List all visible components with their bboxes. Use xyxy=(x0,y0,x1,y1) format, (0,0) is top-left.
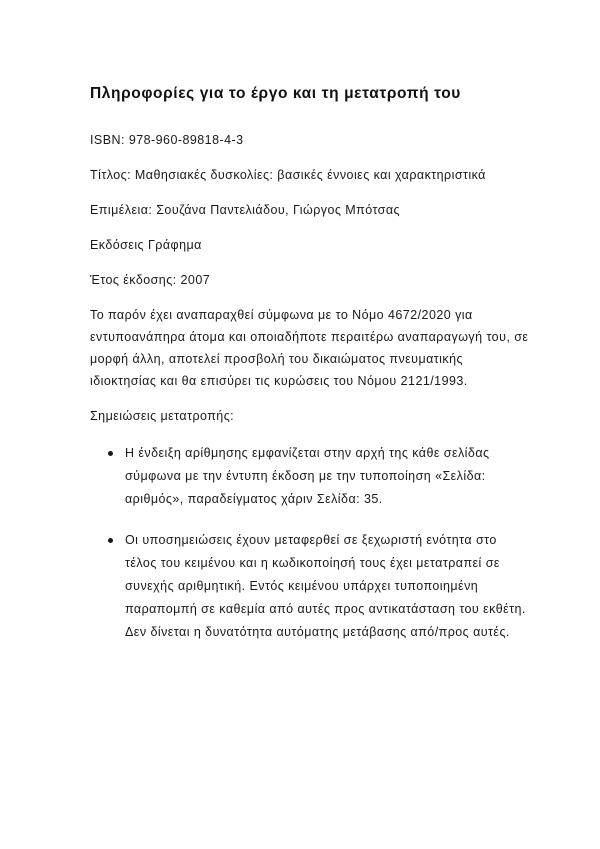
notes-list xyxy=(90,442,530,644)
document-title: Πληροφορίες για το έργο και τη μετατροπή του xyxy=(90,85,461,102)
list-item xyxy=(90,529,530,644)
year-line: Έτος έκδοσης: 2007 xyxy=(90,273,211,287)
list-item xyxy=(90,442,530,511)
book-title-line: Τίτλος: Μαθησιακές δυσκολίες: βασικές έννοιες και χαρακτηριστικά xyxy=(90,168,486,182)
isbn-line: ISBN: 978-960-89818-4-3 xyxy=(90,133,244,147)
document-page xyxy=(90,78,530,662)
bullet-icon xyxy=(108,451,113,456)
publisher-line: Εκδόσεις Γράφημα xyxy=(90,238,202,252)
notes-heading: Σημειώσεις μετατροπής: xyxy=(90,409,235,423)
list-item-text: Οι υποσημειώσεις έχουν μεταφερθεί σε ξεχωριστή ενότητα στο τέλος του κειμένου και η κωδικοποίησή τους έχει μετατραπεί σε συνεχής αριθμητική. Εντός κειμένου υπάρχει τυποποιημένη παραπομπή σε καθεμία από αυτές προς αντικατάσταση του εκθέτη. Δεν δίνεται η δυνατότητα αυτόματης μετάβασης από/προς αυτές. xyxy=(125,533,526,639)
list-item-text: Η ένδειξη αρίθμησης εμφανίζεται στην αρχή της κάθε σελίδας σύμφωνα με την έντυπη έκδοση με την τυποποίηση «Σελίδα: αριθμός», παραδείγματος χάριν Σελίδα: 35. xyxy=(125,446,490,506)
editors-line: Επιμέλεια: Σουζάνα Παντελιάδου, Γιώργος Μπότσας xyxy=(90,203,400,217)
bullet-icon xyxy=(108,538,113,543)
copyright-notice: Το παρόν έχει αναπαραχθεί σύμφωνα με το Νόμο 4672/2020 για εντυποανάπηρα άτομα και οποιαδήποτε περαιτέρω αναπαραγωγή του, σε μορφή άλλη, αποτελεί προσβολή του δικαιώματος πνευματικής ιδιοκτησίας και θα επισύρει τις κυρώσεις του Νόμου 2121/1993. xyxy=(90,308,529,388)
